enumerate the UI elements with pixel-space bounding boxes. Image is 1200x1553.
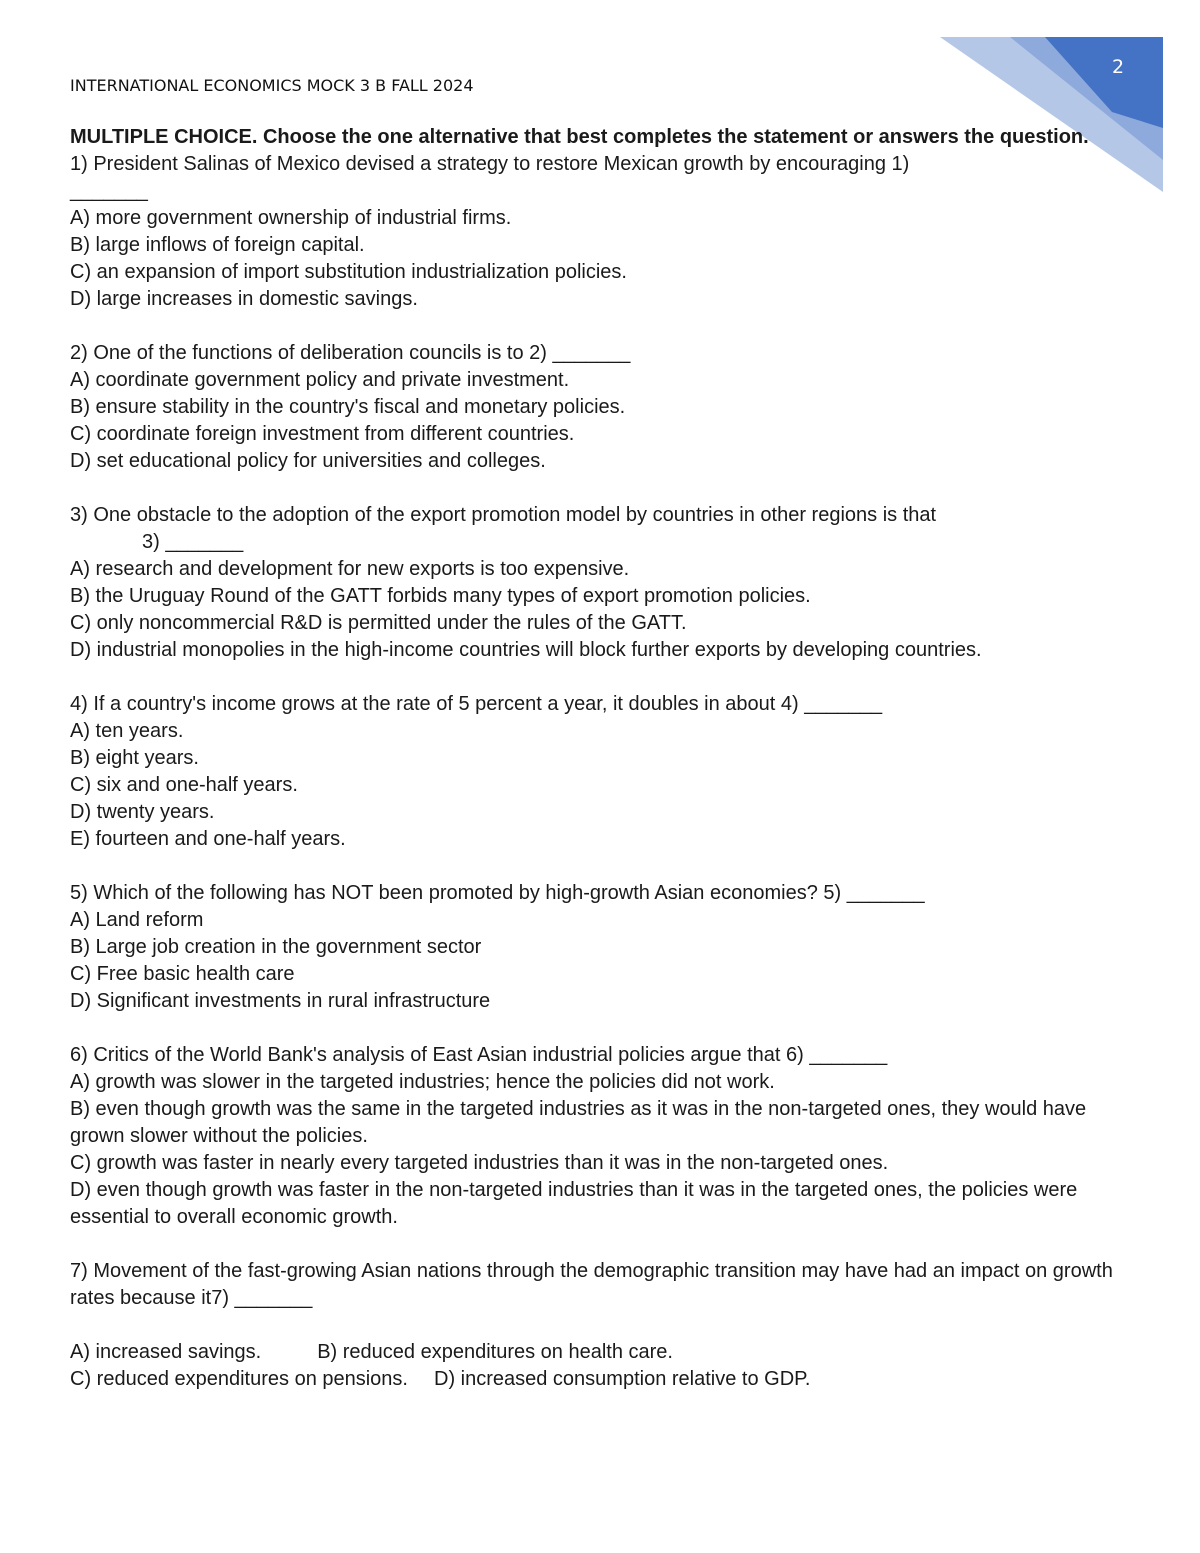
question-sheet <box>70 124 1135 1393</box>
option-c: C) an expansion of import substitution industrialization policies. <box>70 261 627 283</box>
option-d: D) increased consumption relative to GDP. <box>434 1368 811 1390</box>
option-row-1 <box>70 1339 1135 1366</box>
option-c: C) reduced expenditures on pensions. <box>70 1368 408 1390</box>
option-a: A) more government ownership of industrial firms. <box>70 207 512 229</box>
question-stem: 1) President Salinas of Mexico devised a strategy to restore Mexican growth by encouraging 1) <box>70 153 910 175</box>
question-stem: 5) Which of the following has NOT been promoted by high-growth Asian economies? 5) _______ <box>70 882 925 904</box>
blank-line <box>70 1312 1135 1339</box>
option-b: B) the Uruguay Round of the GATT forbids many types of export promotion policies. <box>70 585 811 607</box>
option-c: C) six and one-half years. <box>70 774 298 796</box>
option-b: B) large inflows of foreign capital. <box>70 234 365 256</box>
question-4 <box>70 691 1135 853</box>
option-a: A) increased savings. <box>70 1341 262 1363</box>
question-3 <box>70 502 1135 664</box>
answer-blank: _______ <box>70 180 148 202</box>
option-d: D) twenty years. <box>70 801 215 823</box>
question-stem: 7) Movement of the fast-growing Asian nations through the demographic transition may have had an impact on growth rates because it7) _______ <box>70 1260 1113 1309</box>
option-c: C) only noncommercial R&D is permitted under the rules of the GATT. <box>70 612 687 634</box>
instructions: MULTIPLE CHOICE. Choose the one alternative that best completes the statement or answers the question. <box>70 126 1089 148</box>
option-a: A) research and development for new exports is too expensive. <box>70 558 630 580</box>
question-stem: 3) One obstacle to the adoption of the export promotion model by countries in other regions is that <box>70 504 937 526</box>
question-6 <box>70 1042 1135 1231</box>
question-7 <box>70 1258 1135 1393</box>
option-d: D) even though growth was faster in the non-targeted industries than it was in the targeted ones, the policies were essential to overall economic growth. <box>70 1179 1078 1228</box>
question-stem: 4) If a country's income grows at the rate of 5 percent a year, it doubles in about 4) _______ <box>70 693 883 715</box>
option-b: B) ensure stability in the country's fiscal and monetary policies. <box>70 396 626 418</box>
question-1 <box>70 151 1135 313</box>
option-b: B) Large job creation in the government sector <box>70 936 482 958</box>
option-d: D) set educational policy for universities and colleges. <box>70 450 546 472</box>
option-d: D) Significant investments in rural infrastructure <box>70 990 491 1012</box>
question-2 <box>70 340 1135 475</box>
option-c: C) growth was faster in nearly every targeted industries than it was in the non-targeted ones. <box>70 1152 889 1174</box>
option-row-2 <box>70 1366 1135 1393</box>
option-d: D) industrial monopolies in the high-income countries will block further exports by developing countries. <box>70 639 982 661</box>
option-d: D) large increases in domestic savings. <box>70 288 418 310</box>
option-c: C) Free basic health care <box>70 963 295 985</box>
question-stem: 6) Critics of the World Bank's analysis of East Asian industrial policies argue that 6) _______ <box>70 1044 888 1066</box>
question-stem: 2) One of the functions of deliberation councils is to 2) _______ <box>70 342 631 364</box>
option-a: A) ten years. <box>70 720 184 742</box>
option-c: C) coordinate foreign investment from different countries. <box>70 423 575 445</box>
page-number: 2 <box>1111 56 1125 78</box>
option-a: A) coordinate government policy and private investment. <box>70 369 570 391</box>
answer-blank: 3) _______ <box>142 531 244 553</box>
option-a: A) Land reform <box>70 909 204 931</box>
option-b: B) even though growth was the same in the targeted industries as it was in the non-targeted ones, they would have grown slower without the policies. <box>70 1098 1087 1147</box>
option-a: A) growth was slower in the targeted industries; hence the policies did not work. <box>70 1071 775 1093</box>
option-e: E) fourteen and one-half years. <box>70 828 346 850</box>
document-header: INTERNATIONAL ECONOMICS MOCK 3 B FALL 2024 <box>70 76 474 95</box>
option-b: B) reduced expenditures on health care. <box>317 1341 673 1363</box>
question-5 <box>70 880 1135 1015</box>
option-b: B) eight years. <box>70 747 199 769</box>
